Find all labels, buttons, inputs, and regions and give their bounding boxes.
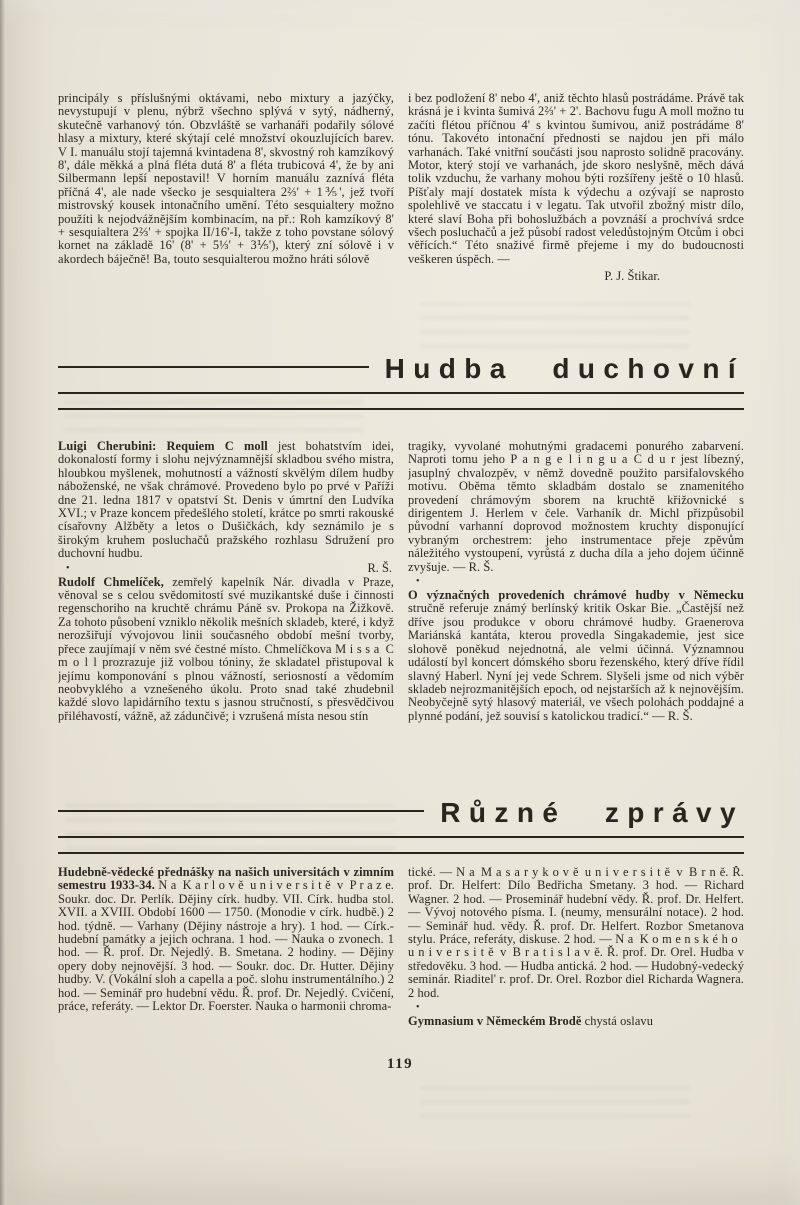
- bullet-separator: •: [66, 562, 70, 574]
- page-number: 119: [386, 1056, 414, 1072]
- zpravy-right-column: [408, 866, 744, 1086]
- zpravy-left-column: [58, 866, 394, 1086]
- hudba-body: [58, 440, 744, 792]
- paragraph-chmelicek-continued: tragiky, vyvolané mohutnými gradacemi ponurého zabarvení. Naproti tomu jeho P a n g e l i n g u a C d u r jest líbezný, jasuplný chvalozpěv, v němž dovedně použito parsifalovského motivu. Oběma těmto skladbám dostalo se znamenitého provedení chrámovým sborem na kruchtě křižovnické s dirigentem J. Herlem v čele. Varhaník dr. Michl přizpůsobil původní varhanní doprovod možnostem kruchty disponující vybraným orchestrem: jeho instrumentace přeje zpěvům náležitého vystoupení, vyrůstá z ducha díla a jeho dojem účinně zvyšuje. — R. Š.: [408, 440, 744, 574]
- heading-underline: [58, 408, 744, 410]
- bullet-row: [408, 1001, 744, 1014]
- heading-left-rule: [58, 810, 424, 812]
- section-title-hudba: Hudba duchovní: [384, 353, 744, 384]
- top-article-right-column: [408, 92, 744, 350]
- section-heading-zpravy: [58, 796, 744, 854]
- item-text: N a K a r l o v ě u n i v e r s i t ě v P r a z e. Soukr. doc. Dr. Perlík. Dějiny círk. hudby. VII. Círk. hudba stol. XVII. a XVIII. Období 1600 — 1750. (Monodie v círk. hudbě.) 2 hod. týdně. — Varhany (Dějiny nástroje a hry). 1 hod. — Círk.-hudební památky a jejich ochrana. 1 hod. — Nauka o zvonech. 1 hod. — Ř. prof. Dr. Nejedlý. B. Smetana. 2 hodiny. — Dějiny opery doby nejnovější. 3 hod. — Soukr. doc. Dr. Hutter. Dějiny hudby. V. (Vokální sloh a capella a poč. slohu instrumentálního.) 2 hod. — Seminář pro hudební vědu. Ř. prof. Dr. Nejedlý. Cvičení, práce, referáty. — Lektor Dr. Foerster. Nauka o harmonii chroma-: [58, 878, 394, 1014]
- item-lead: Gymnasium v Německém Brodě: [408, 1014, 582, 1029]
- item-signature-row: [58, 562, 394, 575]
- body-text: principály s příslušnými oktávami, nebo mixtury a jazýčky, nevystupují v plenu, nýbrž všechno splývá v sytý, nádherný, skutečně varhanový tón. Obzvláště se varhanáři podařily sólové hlasy a mixtury, které skýtají celé množství okouzlujících barev. V I. manuálu stojí tajemná kvintadena 8', skvostný roh kamzíkový 8', dále měkká a plná fléta dutá 8' a fléta trubicová 4', že by ani Silbermann lepší nepostavil! V horním manuálu zaznívá fléta příčná 4', ale nade všecko je sesquialtera 2⅔' + 1⅗', jež tvoří mistrovský kousek intonačního umění. Této sesquialtery možno použíti k nejodvážnějším kombinacím, na př.: Roh kamzíkový 8' + sesquialtera 2⅔' + spojka II/16'-I, takže z toho povstane sólový kornet na základě 16' (8' + 5⅓' + 3⅕'), který zní sólově i v akordech báječně! Ba, touto sesquialterou možno hráti sólově: [58, 92, 394, 266]
- heading-underline: [58, 836, 744, 838]
- body-text: i bez podložení 8' nebo 4', aniž těchto hlasů postrádáme. Právě tak krásná je i kvinta šumivá 2⅔' + 2'. Bachovu fugu A moll možno tu začíti flétou příčnou 4' s kvintou šumivou, aniž postrádáme 8' tónu. Takovéto intonační přednosti se najdou jen při málo varhanách. Také vnitřní součásti jsou naprosto solidně pracovány. Motor, který stojí ve varhanách, jde skoro neslyšně, měch dává tolik vzduchu, že varhany mohou býti rozšířeny ještě o 10 hlasů. Píšťaly mají dostatek místa k výdechu a ozývají se naprosto spolehlivě ve staccatu i v legatu. Tak utvořil zbožný mistr dílo, které slaví Boha při bohoslužbách a povznáší a prochvívá srdce všech posluchačů a jež působí radost veledůstojným Otcům i obci věřících.“ Této snaživé firmě přejeme i my do budoucnosti veškeren úspěch. —: [408, 92, 744, 266]
- section-title-zpravy: Různé zprávy: [440, 797, 744, 828]
- paragraph-cherubini: [58, 440, 394, 561]
- heading-underline: [58, 852, 744, 854]
- top-article-left-column: [58, 92, 394, 350]
- item-text: stručně referuje známý berlínský kritik Oskar Bie. „Častější než dříve jsou produkce v oboru chrámové hudby. Graenerova Mariánská kantáta, kterou provedla Singakademie, jest sice slohově poněkud nejednotná, ale velmi účinná. Významnou událostí byl koncert dómského sboru řezenského, který dříve řídil slavný Haberl. Nyní jej vede Schrem. Slyšeli jsme od nich výběr skladeb nejrozmanitějších epoch, od nejstarších až k nejnovějším. Neobyčejně sytý hlasový materiál, ve všech polohách poddajné a plynné podání, jež souvisí s katolickou tradicí.“ — R. Š.: [408, 601, 744, 723]
- paragraph-gymnasium: [408, 1015, 744, 1028]
- item-lead: Luigi Cherubini: Requiem C moll: [58, 440, 268, 453]
- item-lead: Hudebně-vědecké přednášky na našich universitách v zimním semestru 1933-34.: [58, 866, 394, 893]
- bullet-separator: •: [416, 576, 420, 588]
- paragraph-nemecko: [408, 589, 744, 723]
- paragraph-prednasky: [58, 866, 394, 1013]
- item-text: jest bohatstvím idei, dokonalostí formy i slohu nejvýznamnější skladbou svého mistra, hloubkou myšlenek, mohutností a vážností skvělým dílem hudby náboženské, ne však chrámové. Provedeno bylo po prvé v Paříži dne 21. ledna 1817 v opatství St. Denis v úmrtní den Ludvíka XVI.; v Praze koncem předešlého století, krátce po smrti rakouské císařovny Alžběty a letos o Dušičkách, kdy seznámilo je s širokým kruhem posluchačů pražského rozhlasu Sdružení pro duchovní hudbu.: [58, 440, 394, 561]
- hudba-right-column: [408, 440, 744, 792]
- bullet-row: [408, 575, 744, 588]
- top-article: [58, 92, 744, 350]
- heading-row: [58, 352, 744, 386]
- item-lead: Rudolf Chmelíček,: [58, 574, 164, 589]
- section-heading-hudba: [58, 352, 744, 410]
- paragraph-chmelicek: [58, 576, 394, 723]
- heading-left-rule: [58, 366, 369, 368]
- item-signature: R. Š.: [367, 560, 392, 575]
- article-signature: P. J. Štikar.: [604, 269, 660, 284]
- item-text: chystá oslavu: [581, 1014, 654, 1029]
- heading-row: [58, 796, 744, 830]
- item-text: zemřelý kapelník Nár. divadla v Praze, věnoval se s celou svědomitostí své muzikantské duše i činnosti regenschoriho na kruchtě chrámu Páně sv. Prokopa na Žižkově. Za tohoto působení vzniklo několik mešních skladeb, které, i když nerozšiřují vývojovou linii současného období mešní tvorby, přece zaujímají v něm své čestné místo. Chmelíčkova M i s s a C m o l l prozrazuje již volbou tóniny, že skladatel přistupoval k jejímu komponování s plnou vážností, seriosností a vědomím neobvyklého a vznešeného úkolu. Proto snad také zhudebnil každé slovo lapidárního textu s jasnou stručností, s přesvědčivou přiléhavostí, vážně, až zádunčivě; i vzrušená místa nesou stín: [58, 574, 394, 723]
- hudba-left-column: [58, 440, 394, 792]
- heading-underline: [58, 392, 744, 394]
- paragraph-prednasky-continued: tické. — N a M a s a r y k o v ě u n i v e r s i t ě v B r n ě. Ř. prof. Dr. Helfert: Dílo Bedřicha Smetany. 3 hod. — Richard Wagner. 2 hod. — Proseminář hudební vědy. Ř. prof. Dr. Helfert. — Vývoj notového písma. I. (neumy, mensurální notace). 2 hod. — Seminář hud. vědy. Ř. prof. Dr. Helfert. Rozbor Smetanova stylu. Práce, referáty, diskuse. 2 hod. — N a K o m e n s k é h o u n i v e r s i t ě v B r a t i s l a v ě. Ř. prof. Dr. Orel. Hudba v středověku. 3 hod. — Hudba antická. 2 hod. — Hudobný-vedecký seminár. Riaditel' r. prof. Dr. Orel. Rozbor diel Richarda Wagnera. 2 hod.: [408, 866, 744, 1000]
- item-lead: O význačných provedeních chrámové hudby v Německu: [408, 588, 744, 603]
- bullet-separator: •: [416, 1002, 420, 1014]
- zpravy-body: [58, 866, 744, 1086]
